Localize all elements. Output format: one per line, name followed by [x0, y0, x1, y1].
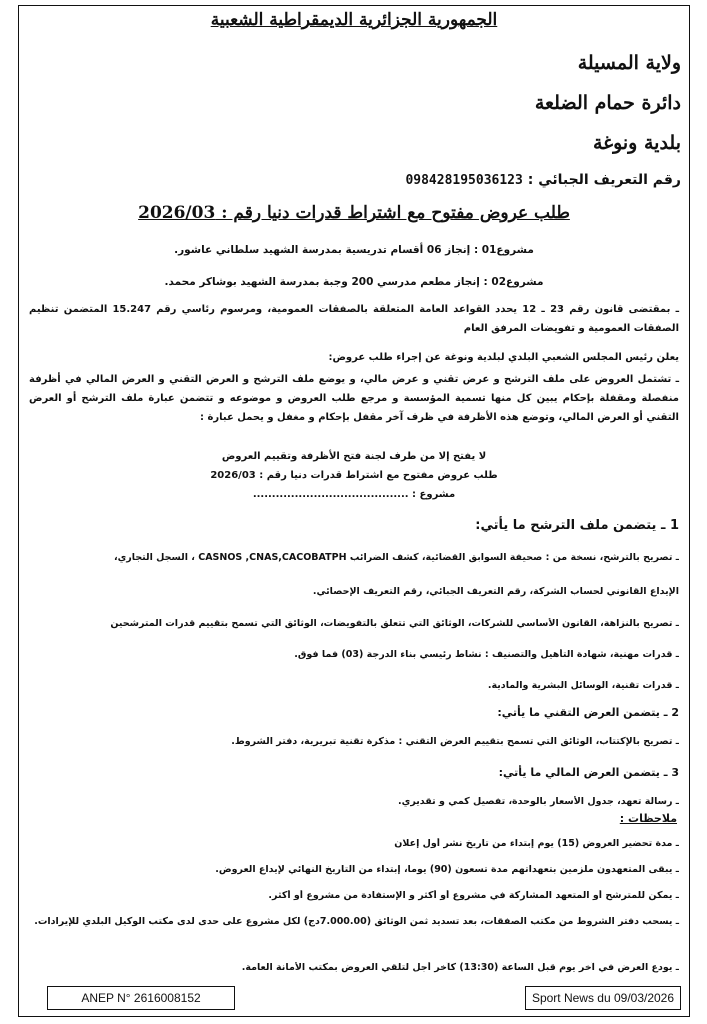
- section-3-line-1: ـ رسالة تعهد، جدول الأسعار بالوحدة، تفصيل كمي و تقديري.: [398, 796, 679, 807]
- section-1-line-4: ـ قدرات مهنية، شهادة التأهيل والتصنيف : نشاط رئيسي بناء الدرجة (03) فما فوق.: [294, 649, 679, 660]
- envelope-line-3: مشروع : .........................................: [252, 489, 456, 500]
- section-1-line-1: ـ تصريح بالترشح، نسخة من : صحيفة السوابق القضائية، كشف الضرائب CASNOS ,CNAS,CACOBATPH ، السجل التجاري،: [113, 552, 679, 563]
- anep-reference: ANEP N° 2616008152: [47, 986, 235, 1010]
- note-4: ـ يسحب دفتر الشروط من مكتب الصفقات، بعد تسديد ثمن الوثائق (7.000.00دج) لكل مشروع على حدى لدى مكتب الوكيل البلدي للإيرادات.: [34, 916, 679, 927]
- newspaper-reference: Sport News du 09/03/2026: [525, 986, 681, 1010]
- law-reference: ـ بمقتضى قانون رقم 23 ـ 12 يحدد القواعد العامة المتعلقة بالصفقات العمومية، ومرسوم رئاسي رقم 15.247 المتضمن تنظيم الصفقات العمومية و تفويضات المرفق العام: [29, 304, 679, 334]
- daira-label: دائرة حمام الضلعة: [534, 92, 681, 114]
- section-2-line-1: ـ تصريح بالإكتتاب، الوثائق التي تسمح بتقييم العرض التقني : مذكرة تقنية تبريرية، دفتر الشروط.: [231, 736, 679, 747]
- note-1: ـ مدة تحضير العروض (15) يوم إبتداء من تاريخ نشر أول إعلان: [394, 838, 679, 849]
- notice-title: طلب عروض مفتوح مع اشتراط قدرات دنيا رقم : 2026/03: [138, 203, 570, 223]
- section-3-title: 3 ـ يتضمن العرض المالي ما يأتي:: [498, 766, 679, 779]
- notes-title: ملاحظات :: [619, 812, 677, 825]
- project-1: مشروع01 : إنجاز 06 أقسام تدريسية بمدرسة الشهيد سلطاني عاشور.: [174, 244, 534, 256]
- note-5: ـ يودع العرض في آخر يوم قبل الساعة (13:30) كآخر أجل لتلقي العروض بمكتب الأمانة العامة.: [241, 962, 679, 973]
- section-1-title: 1 ـ يتضمن ملف الترشح ما يأتي:: [475, 518, 679, 533]
- offers-paragraph: ـ تشتمل العروض على ملف الترشح و عرض تقني و عرض مالي، و يوضع ملف الترشح و العرض التقني و العرض المالي في أظرفة منفصلة ومقفلة بإحكام يبين كل منها تسمية المؤسسة و مرجع طلب العروض و موضوعه و تتضمن عبارة ملف الترشح أو العرض التقني أو العرض المالي، وتوضع هذه الأظرفة في ظرف آخر مقفل بإحكام و مغفل و يحمل عبارة :: [29, 374, 679, 423]
- commune-label: بلدية ونوغة: [592, 132, 681, 154]
- tender-notice: [18, 5, 690, 1017]
- republic-heading: الجمهورية الجزائرية الديمقراطية الشعبية: [210, 10, 498, 30]
- note-2: ـ يبقى المتعهدون ملزمين بتعهداتهم مدة تسعون (90) يوما، إبتداء من التاريخ النهائي لإيداع العروض.: [215, 864, 679, 875]
- section-1-line-5: ـ قدرات تقنية، الوسائل البشرية والمادية.: [487, 680, 679, 691]
- fiscal-id-number: 098428195036123: [405, 173, 523, 188]
- section-1-line-3: ـ تصريح بالنزاهة، القانون الأساسي للشركات، الوثائق التي تتعلق بالتفويضات، الوثائق التي تسمح بتقييم قدرات المترشحين: [110, 618, 679, 629]
- announcement: يعلن رئيس المجلس الشعبي البلدي لبلدية ونوغة عن إجراء طلب عروض:: [328, 352, 679, 363]
- fiscal-id: [405, 172, 681, 188]
- note-3: ـ يمكن للمترشح أو المتعهد المشاركة في مشروع أو أكثر و الإستفادة من مشروع أو أكثر.: [268, 890, 679, 901]
- wilaya-label: ولاية المسيلة: [577, 52, 681, 74]
- fiscal-id-label: رقم التعريف الجبائي :: [527, 172, 681, 188]
- section-2-title: 2 ـ يتضمن العرض التقني ما يأتي:: [497, 706, 679, 719]
- envelope-line-1: لا يفتح إلا من طرف لجنة فتح الأظرفة وتقييم العروض: [221, 451, 487, 462]
- project-2: مشروع02 : إنجاز مطعم مدرسي 200 وجبة بمدرسة الشهيد بوشاكر محمد.: [164, 276, 544, 288]
- section-1-line-2: الإيداع القانوني لحساب الشركة، رقم التعريف الجبائي، رقم التعريف الإحصائي.: [312, 586, 679, 597]
- envelope-line-2: طلب عروض مفتوح مع اشتراط قدرات دنيا رقم : 2026/03: [210, 470, 498, 481]
